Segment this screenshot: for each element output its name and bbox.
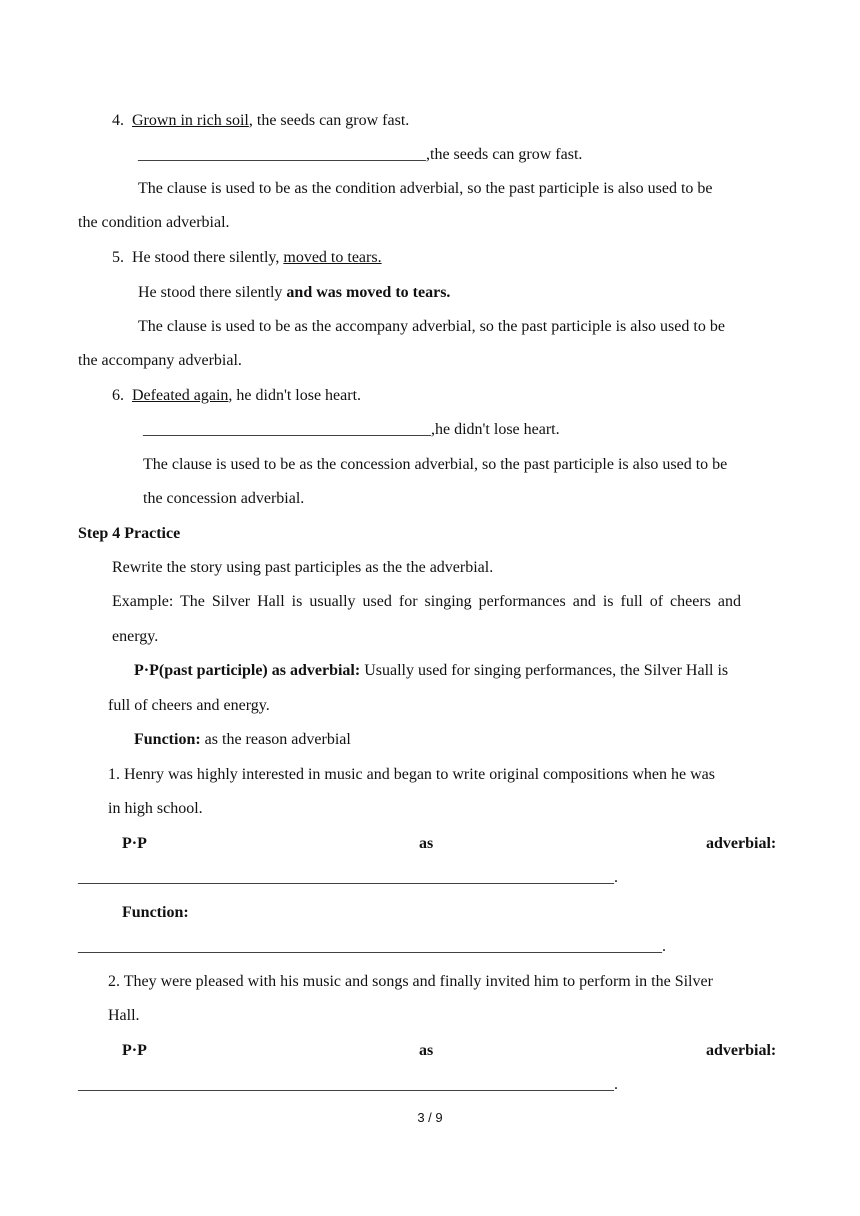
step-4-heading: Step 4 Practice (78, 525, 181, 542)
example-4-explanation-2: the condition adverbial. (78, 214, 230, 231)
question-1-function-label: Function: (122, 904, 189, 921)
underlined-phrase: Grown in rich soil (132, 112, 249, 129)
question-1-function-blank[interactable]: _________________________________________________________________________. (78, 938, 666, 955)
example-6-explanation-1: The clause is used to be as the concession adverbial, so the past participle is also used to be (143, 456, 728, 473)
question-1-line-2: in high school. (108, 800, 203, 817)
question-2-pp-label-c: adverbial: (706, 1042, 777, 1059)
underlined-phrase: moved to tears. (283, 249, 382, 266)
example-5-explanation-1: The clause is used to be as the accompany adverbial, so the past participle is also used to be (138, 318, 725, 335)
step-4-pp-answer-line-1: P·P(past participle) as adverbial: Usually used for singing performances, the Silver Hall is (134, 662, 729, 679)
question-1-pp-blank[interactable]: ___________________________________________________________________. (78, 869, 618, 886)
underlined-phrase: Defeated again (132, 387, 229, 404)
example-5-sentence: 5. He stood there silently, moved to tears. (112, 249, 382, 266)
question-1-pp-label-a: P·P (122, 835, 147, 852)
question-2-pp-blank[interactable]: ___________________________________________________________________. (78, 1076, 618, 1093)
question-1-pp-label-c: adverbial: (706, 835, 777, 852)
example-5-explanation-2: the accompany adverbial. (78, 352, 242, 369)
question-1-line-1: 1. Henry was highly interested in music and began to write original compositions when he was (108, 766, 715, 783)
step-4-pp-answer-line-2: full of cheers and energy. (108, 697, 270, 714)
question-2-line-1: 2. They were pleased with his music and songs and finally invited him to perform in the Silver (108, 973, 713, 990)
question-1-pp-label-b: as (419, 835, 434, 852)
question-2-pp-label-b: as (419, 1042, 434, 1059)
page-number: 3 / 9 (417, 1110, 443, 1125)
example-6-explanation-2: the concession adverbial. (143, 490, 305, 507)
example-4-blank: ____________________________________,the seeds can grow fast. (138, 146, 583, 163)
question-2-pp-label-a: P·P (122, 1042, 147, 1059)
example-6-blank: ____________________________________,he didn't lose heart. (143, 421, 560, 438)
example-5-rewrite: He stood there silently and was moved to tears. (138, 284, 451, 301)
step-4-example-line-2: energy. (112, 628, 159, 645)
example-6-sentence: 6. Defeated again, he didn't lose heart. (112, 387, 362, 404)
example-4-explanation-1: The clause is used to be as the condition adverbial, so the past participle is also used to be (138, 180, 713, 197)
question-2-line-2: Hall. (108, 1007, 140, 1024)
example-4-sentence: 4. Grown in rich soil, the seeds can grow fast. (112, 112, 410, 129)
step-4-example-line-1: Example: The Silver Hall is usually used for singing performances and is full of cheers and (112, 593, 741, 610)
step-4-function: Function: as the reason adverbial (134, 731, 351, 748)
step-4-instruction: Rewrite the story using past participles as the the adverbial. (112, 559, 494, 576)
